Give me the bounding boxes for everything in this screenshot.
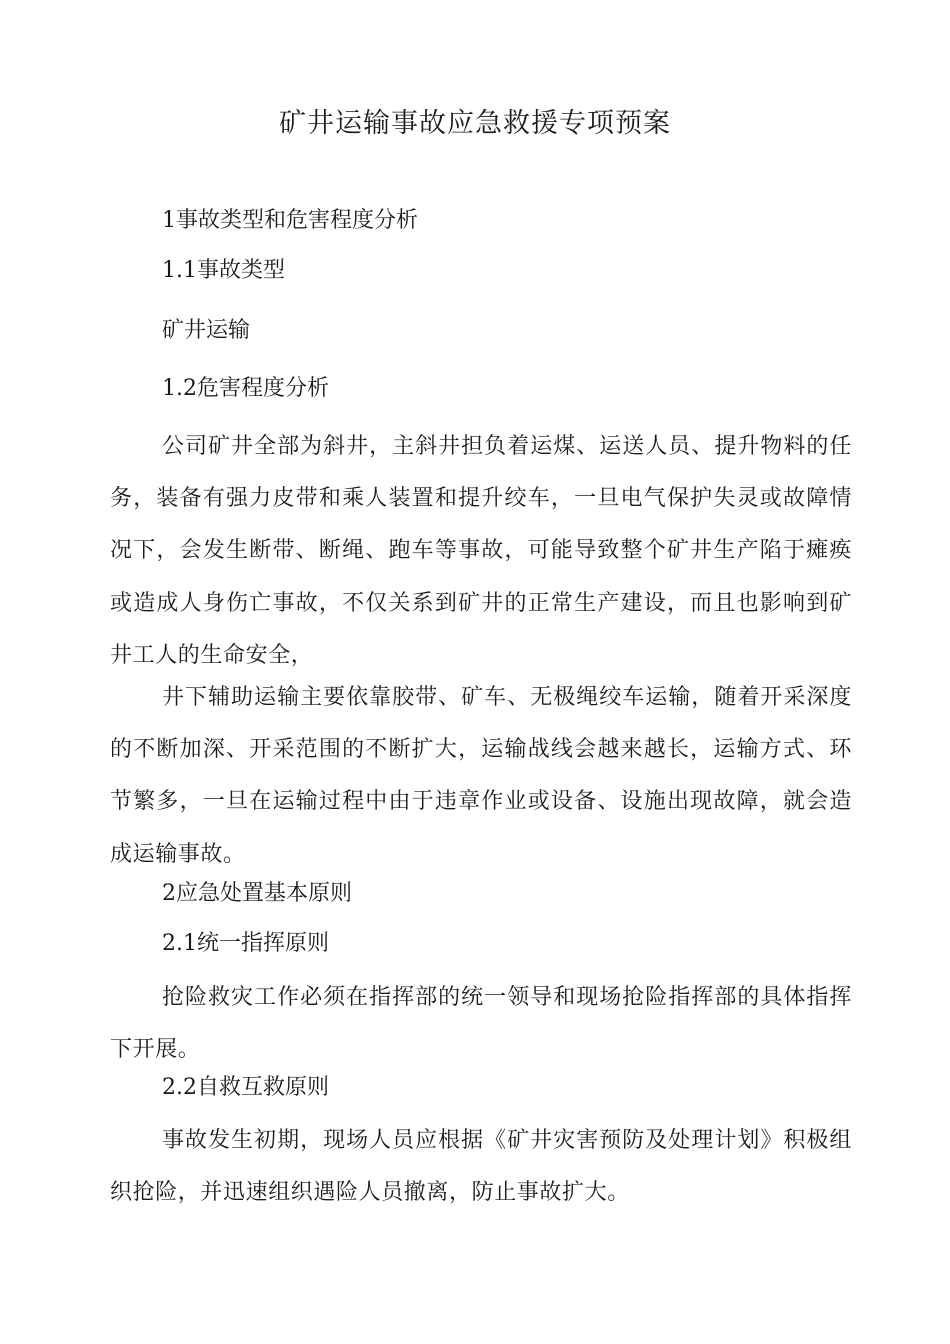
- document-title: 矿井运输事故应急救援专项预案: [279, 108, 671, 139]
- section-heading-2: 2应急处置基本原则: [162, 881, 352, 906]
- subsection-heading-2-2: 2.2自救互救原则: [162, 1075, 329, 1100]
- subsection-heading-1-2: 1.2危害程度分析: [162, 376, 329, 401]
- paragraph-unified-command: 抢险救灾工作必须在指挥部的统一领导和现场抢险指挥部的具体指挥下开展。: [110, 985, 852, 1063]
- subsection-heading-2-1: 2.1统一指挥原则: [162, 931, 329, 956]
- subsection-text-1-1: 矿井运输: [162, 318, 251, 343]
- paragraph-hazard-analysis: 公司矿井全部为斜井，主斜井担负着运煤、运送人员、提升物料的任务，装备有强力皮带和乘人装置和提升绞车，一旦电气保护失灵或故障情况下，会发生断带、断绳、跑车等事故，可能导致整个矿井生产陷于瘫痪或造成人身伤亡事故，不仅关系到矿井的正常生产建设，而且也影响到矿井工人的生命安全，: [110, 434, 852, 668]
- subsection-heading-1-1: 1.1事故类型: [162, 258, 285, 283]
- paragraph-self-rescue: 事故发生初期，现场人员应根据《矿井灾害预防及处理计划》积极组织抢险，并迅速组织遇险人员撤离，防止事故扩大。: [110, 1128, 852, 1206]
- paragraph-auxiliary-transport: 井下辅助运输主要依靠胶带、矿车、无极绳绞车运输，随着开采深度的不断加深、开采范围的不断扩大，运输战线会越来越长，运输方式、环节繁多，一旦在运输过程中由于违章作业或设备、设施出现故障，就会造成运输事故。: [110, 685, 852, 867]
- section-heading-1: 1事故类型和危害程度分析: [162, 208, 418, 233]
